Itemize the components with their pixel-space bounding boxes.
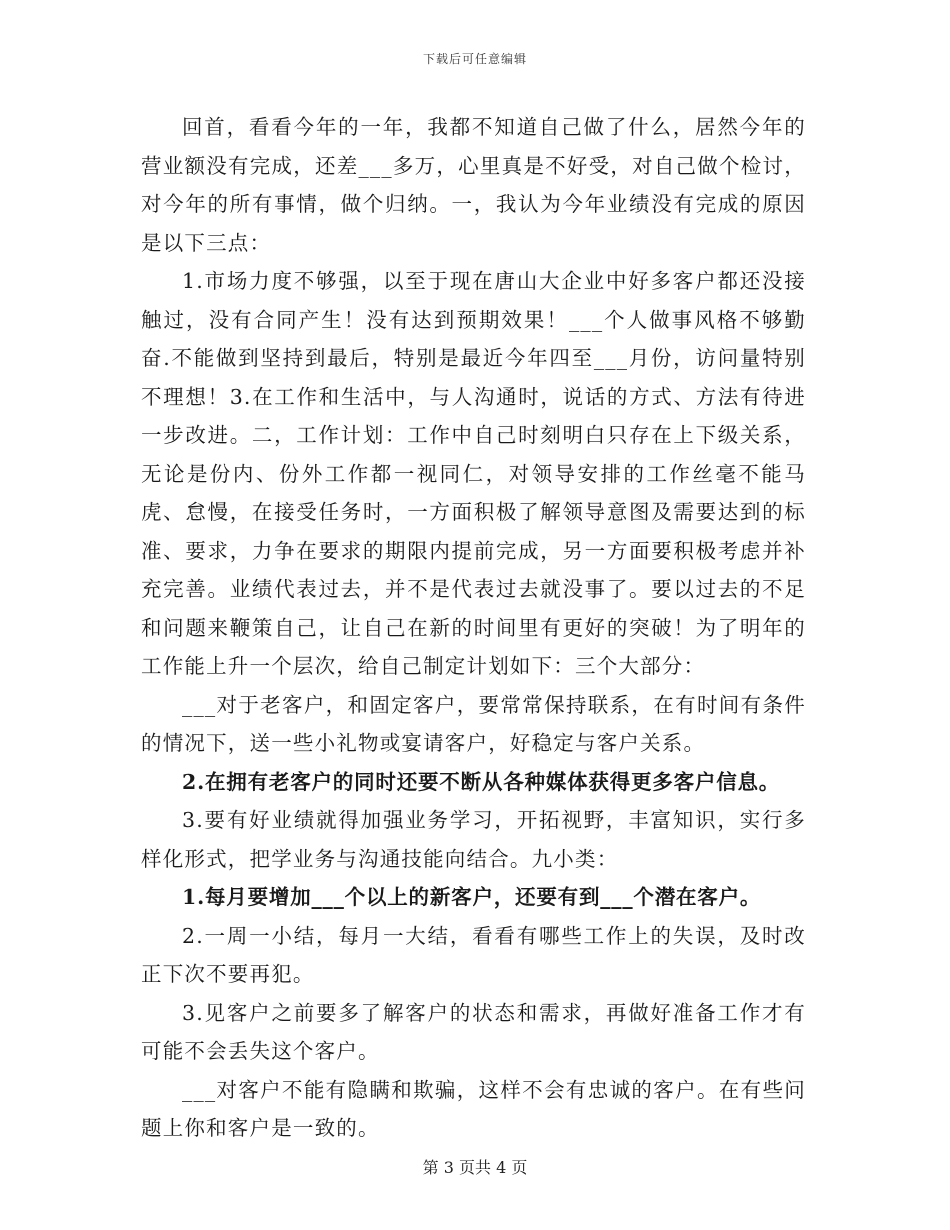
paragraph-preparation: 3.见客户之前要多了解客户的状态和需求，再做好准备工作才有可能不会丢失这个客户。 — [141, 1000, 806, 1063]
paragraph-client-info: 2.在拥有老客户的同时还要不断从各种媒体获得更多客户信息。 — [182, 769, 781, 794]
paragraph-honesty: ___对客户不能有隐瞒和欺骗，这样不会有忠诚的客户。在有些问题上你和客户是一致的。 — [141, 1077, 806, 1140]
paragraph-old-clients: ___对于老客户，和固定客户，要常常保持联系，在有时间有条件的情况下，送一些小礼物或宴请客户，好稳定与客户关系。 — [141, 692, 806, 755]
paragraph-study: 3.要有好业绩就得加强业务学习，开拓视野，丰富知识，实行多样化形式，把学业务与沟通技能向结合。九小类： — [141, 808, 806, 871]
page-footer: 第 3 页共 4 页 — [422, 1158, 528, 1177]
paragraph-reasons-and-plan: 1.市场力度不够强，以至于现在唐山大企业中好多客户都还没接触过，没有合同产生！没有达到预期效果！___个人做事风格不够勤奋.不能做到坚持到最后，特别是最近今年四至___月份，访问量特别不理想！3.在工作和生活中，与人沟通时，说话的方式、方法有待进一步改进。二，工作计划：工作中自己时刻明白只存在上下级关系，无论是份内、份外工作都一视同仁，对领导安排的工作丝毫不能马虎、怠慢，在接受任务时，一方面积极了解领导意图及需要达到的标准、要求，力争在要求的期限内提前完成，另一方面要积极考虑并补充完善。业绩代表过去，并不是代表过去就没事了。要以过去的不足和问题来鞭策自己，让自己在新的时间里有更好的突破！为了明年的工作能上升一个层次，给自己制定计划如下：三个大部分： — [141, 269, 806, 678]
paragraph-review: 回首，看看今年的一年，我都不知道自己做了什么，居然今年的营业额没有完成，还差___多万，心里真是不好受，对自己做个检讨，对今年的所有事情，做个归纳。一，我认为今年业绩没有完成的原因是以下三点： — [141, 115, 806, 255]
paragraph-summary: 2.一周一小结，每月一大结，看看有哪些工作上的失误，及时改正下次不要再犯。 — [141, 923, 806, 986]
page-header: 下载后可任意编辑 — [422, 52, 527, 66]
document-body — [141, 108, 806, 1148]
paragraph-new-clients: 1.每月要增加___个以上的新客户，还要有到___个潜在客户。 — [182, 885, 762, 909]
